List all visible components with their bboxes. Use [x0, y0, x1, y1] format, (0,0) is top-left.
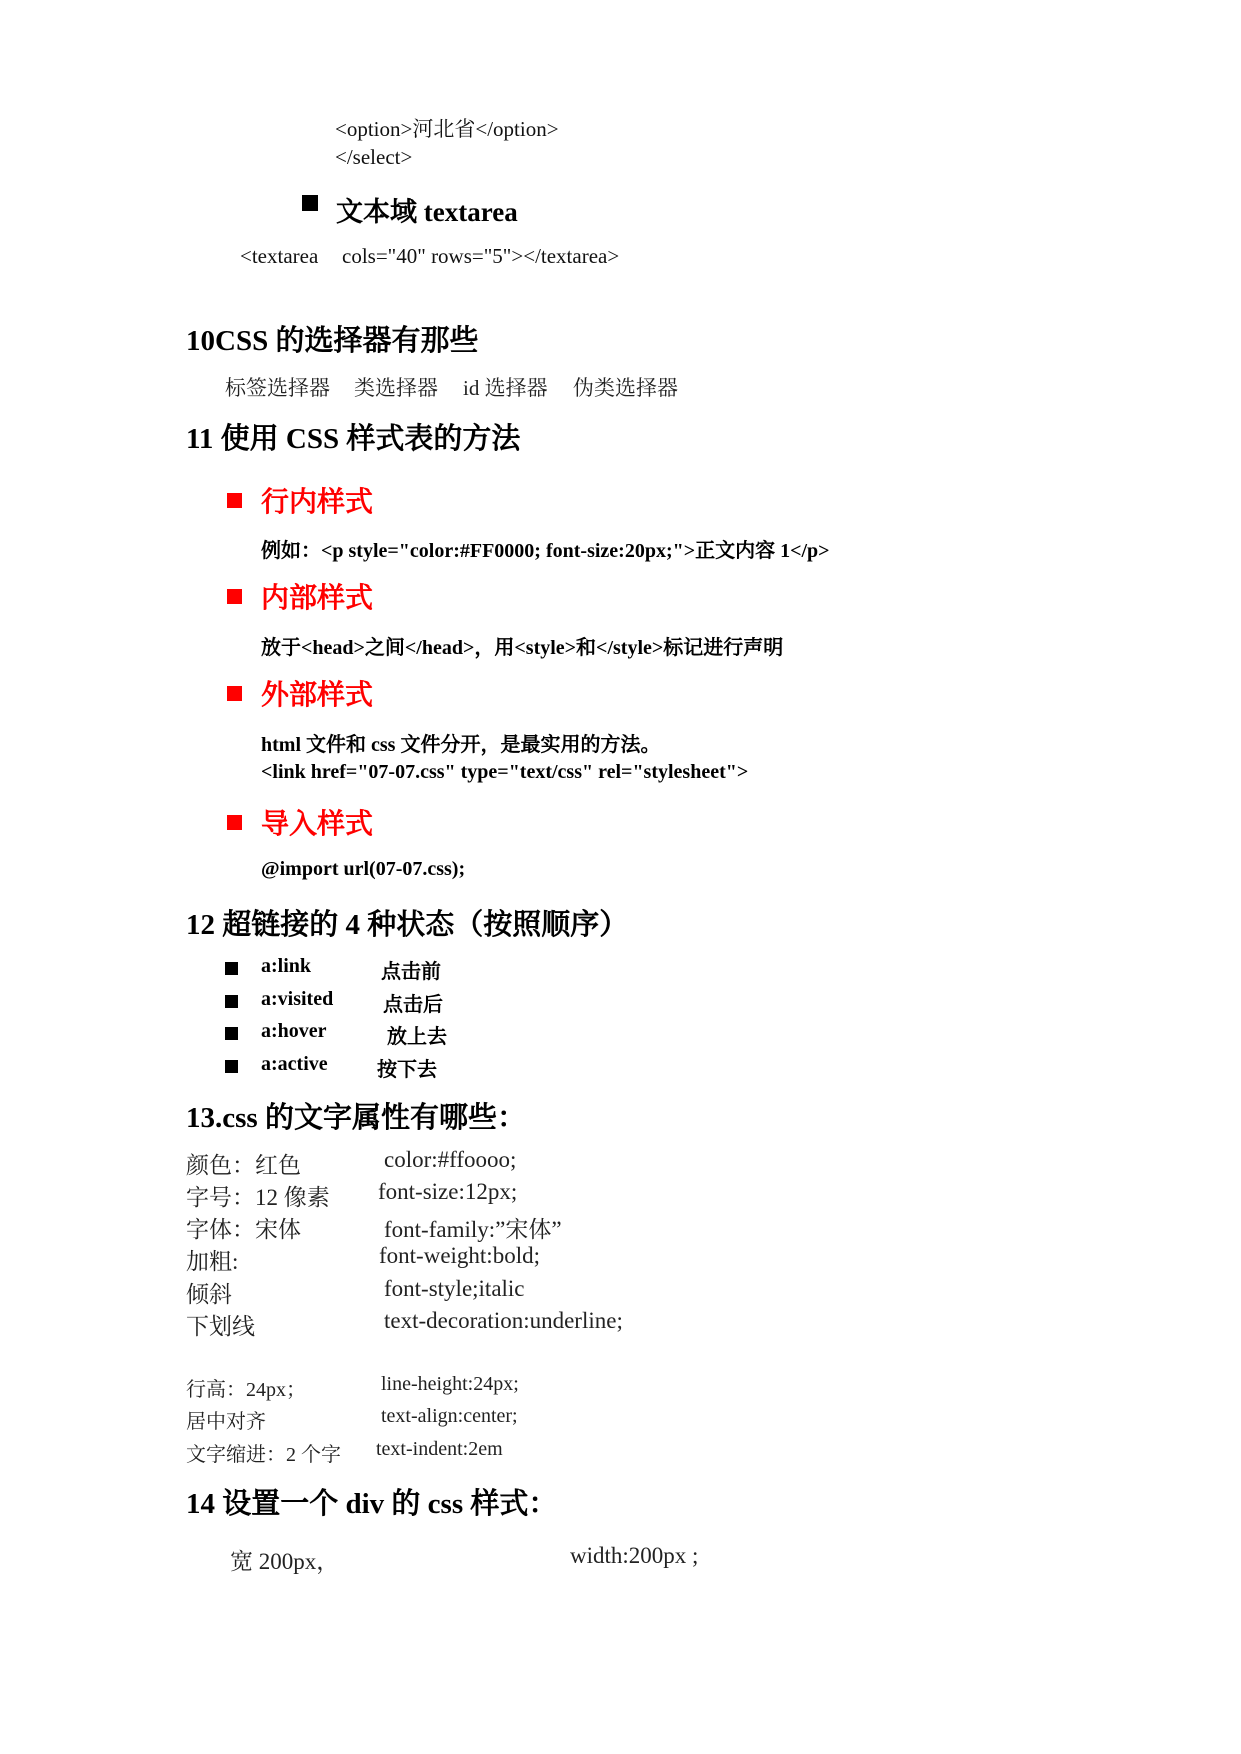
external-style-code: <link href="07-07.css" type="text/css" rel="stylesheet">	[261, 761, 749, 783]
state-desc: 按下去	[377, 1059, 437, 1081]
inline-style-bullet-icon	[227, 491, 242, 509]
text-prop-value: line-height:24px;	[381, 1373, 519, 1395]
textarea-code-a: <textarea	[240, 244, 319, 268]
inline-style-heading: 行内样式	[261, 487, 374, 518]
state-bullet-icon	[225, 1024, 238, 1042]
text-prop-label: 文字缩进：2 个字	[186, 1444, 341, 1466]
import-style-code: @import url(07-07.css);	[261, 858, 466, 880]
external-style-heading: 外部样式	[261, 680, 374, 711]
text-prop-value: font-family:”宋体”	[384, 1217, 562, 1242]
state-selector: a:visited	[261, 988, 334, 1010]
text-prop-label: 下划线	[186, 1314, 255, 1339]
div-width-value: width:200px ;	[570, 1543, 699, 1568]
select-close-line: </select>	[335, 145, 413, 169]
text-prop-label: 颜色：红色	[186, 1153, 301, 1178]
import-style-bullet-icon	[227, 813, 242, 831]
textarea-bullet-icon	[302, 194, 318, 212]
state-desc: 点击前	[381, 961, 441, 983]
state-bullet-icon	[225, 1057, 238, 1075]
internal-style-heading: 内部样式	[261, 583, 374, 614]
text-prop-label: 字号：12 像素	[186, 1185, 330, 1210]
div-width-label: 宽 200px，	[230, 1549, 340, 1574]
section-14-title: 14 设置一个 div 的 css 样式：	[186, 1488, 558, 1520]
section-10-title: 10CSS 的选择器有那些	[186, 325, 479, 357]
state-selector: a:hover	[261, 1020, 327, 1042]
textarea-code-b: cols="40" rows="5"></textarea>	[342, 244, 620, 268]
internal-style-desc: 放于<head>之间</head>，用<style>和</style>标记进行声明	[261, 637, 784, 659]
state-desc: 放上去	[387, 1026, 447, 1048]
section-11-title: 11 使用 CSS 样式表的方法	[186, 423, 521, 455]
text-prop-label: 行高：24px；	[186, 1379, 306, 1401]
text-prop-value: text-decoration:underline;	[384, 1308, 623, 1333]
text-prop-value: font-size:12px;	[378, 1179, 518, 1204]
text-prop-label: 字体：宋体	[186, 1217, 301, 1242]
state-desc: 点击后	[383, 994, 443, 1016]
selector-item: id 选择器	[463, 376, 548, 400]
text-prop-label: 加粗:	[186, 1249, 239, 1274]
import-style-heading: 导入样式	[261, 809, 374, 840]
textarea-heading: 文本域 textarea	[336, 197, 518, 227]
section-13-title: 13.css 的文字属性有哪些：	[186, 1102, 526, 1134]
text-prop-value: color:#ffoooo;	[384, 1147, 517, 1172]
text-prop-label: 倾斜	[186, 1282, 232, 1307]
text-prop-value: text-indent:2em	[376, 1438, 503, 1460]
state-bullet-icon	[225, 959, 238, 977]
state-bullet-icon	[225, 992, 238, 1010]
text-prop-value: text-align:center;	[381, 1405, 518, 1427]
section-12-title: 12 超链接的 4 种状态（按照顺序）	[186, 909, 629, 941]
selector-item: 类选择器	[354, 376, 438, 400]
external-style-desc: html 文件和 css 文件分开，是最实用的方法。	[261, 734, 661, 756]
text-prop-label: 居中对齐	[186, 1411, 266, 1433]
internal-style-bullet-icon	[227, 587, 242, 605]
state-selector: a:active	[261, 1053, 328, 1075]
selector-item: 伪类选择器	[573, 376, 678, 400]
inline-style-example: 例如：<p style="color:#FF0000; font-size:20px;">正文内容 1</p>	[261, 540, 830, 562]
text-prop-value: font-weight:bold;	[379, 1243, 540, 1268]
option-code-line: <option>河北省</option>	[335, 117, 559, 141]
selector-item: 标签选择器	[225, 376, 330, 400]
text-prop-value: font-style;italic	[384, 1276, 525, 1301]
state-selector: a:link	[261, 955, 312, 977]
external-style-bullet-icon	[227, 684, 242, 702]
